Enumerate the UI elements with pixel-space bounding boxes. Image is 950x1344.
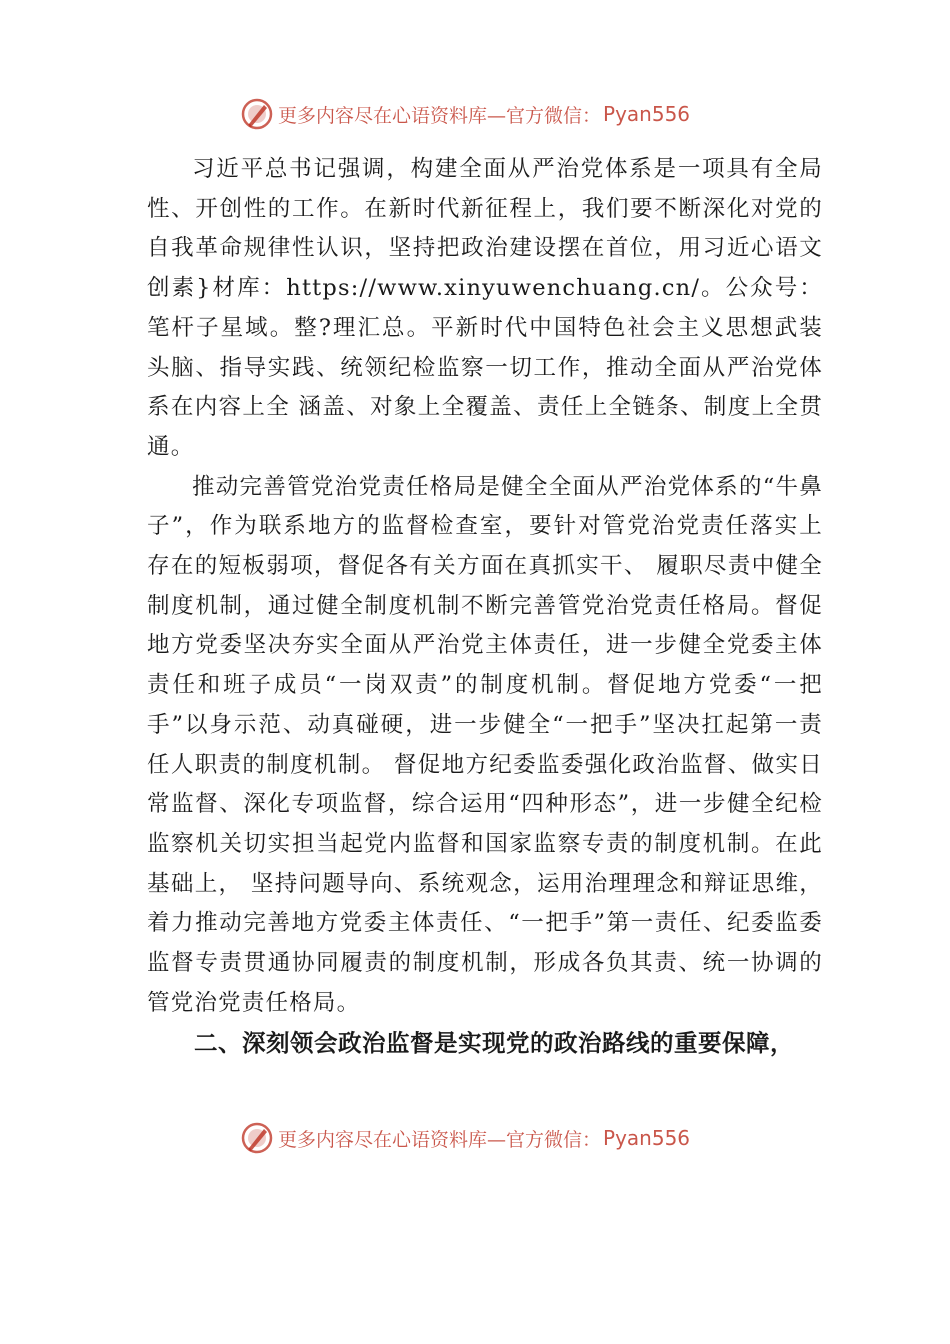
watermark-brand: Pyan556	[603, 1126, 691, 1150]
quill-pen-seal-icon	[240, 1121, 274, 1155]
watermark-text: 更多内容尽在心语资料库—官方微信：	[278, 104, 602, 127]
body-paragraph-2: 推动完善管党治党责任格局是健全全面从严治党体系的“牛鼻子”，作为联系地方的监督检查室，要针对管党治党责任落实上存在的短板弱项，督促各有关方面在真抓实干、 履职尽责中健全制度机制，通过健全制度机制不断完善管党治党责任格局。督促地方党委坚决夯实全面从严治党主体责任，进一步健全党委主体责任和班子成员“一岗双责”的制度机制。督促地方党委“一把手”以身示范、动真碰硬，进一步健全“一把手”坚决扛起第一责任人职责的制度机制。 督促地方纪委监委强化政治监督、做实日常监督、深化专项监督，综合运用“四种形态”，进一步健全纪检监察机关切实担当起党内监督和国家监察专责的制度机制。在此基础上， 坚持问题导向、系统观念，运用治理理念和辩证思维，着力推动完善地方党委主体责任、“一把手”第一责任、纪委监委监督专责贯通协同履责的制度机制，形成各负其责、统一协调的管党治党责任格局。	[147, 473, 823, 1016]
watermark-brand: Pyan556	[603, 102, 691, 126]
document-body	[147, 150, 823, 1063]
body-paragraph-1: 习近平总书记强调，构建全面从严治党体系是一项具有全局性、开创性的工作。在新时代新征程上，我们要不断深化对党的自我革命规律性认识，坚持把政治建设摆在首位，用习近心语文创素}材库：https://www.xinyuwenchuang.cn/。公众号：笔杆子星域。整?理汇总。平新时代中国特色社会主义思想武装头脑、指导实践、统领纪检监察一切工作，推动全面从严治党体系在内容上全 涵盖、对象上全覆盖、责任上全链条、制度上全贯通。	[147, 156, 823, 460]
header-watermark	[240, 96, 760, 132]
watermark-text: 更多内容尽在心语资料库—官方微信：	[278, 1128, 602, 1151]
footer-watermark	[240, 1120, 760, 1156]
section-heading: 二、深刻领会政治监督是实现党的政治路线的重要保障，	[194, 1029, 794, 1058]
quill-pen-seal-icon	[240, 97, 274, 131]
